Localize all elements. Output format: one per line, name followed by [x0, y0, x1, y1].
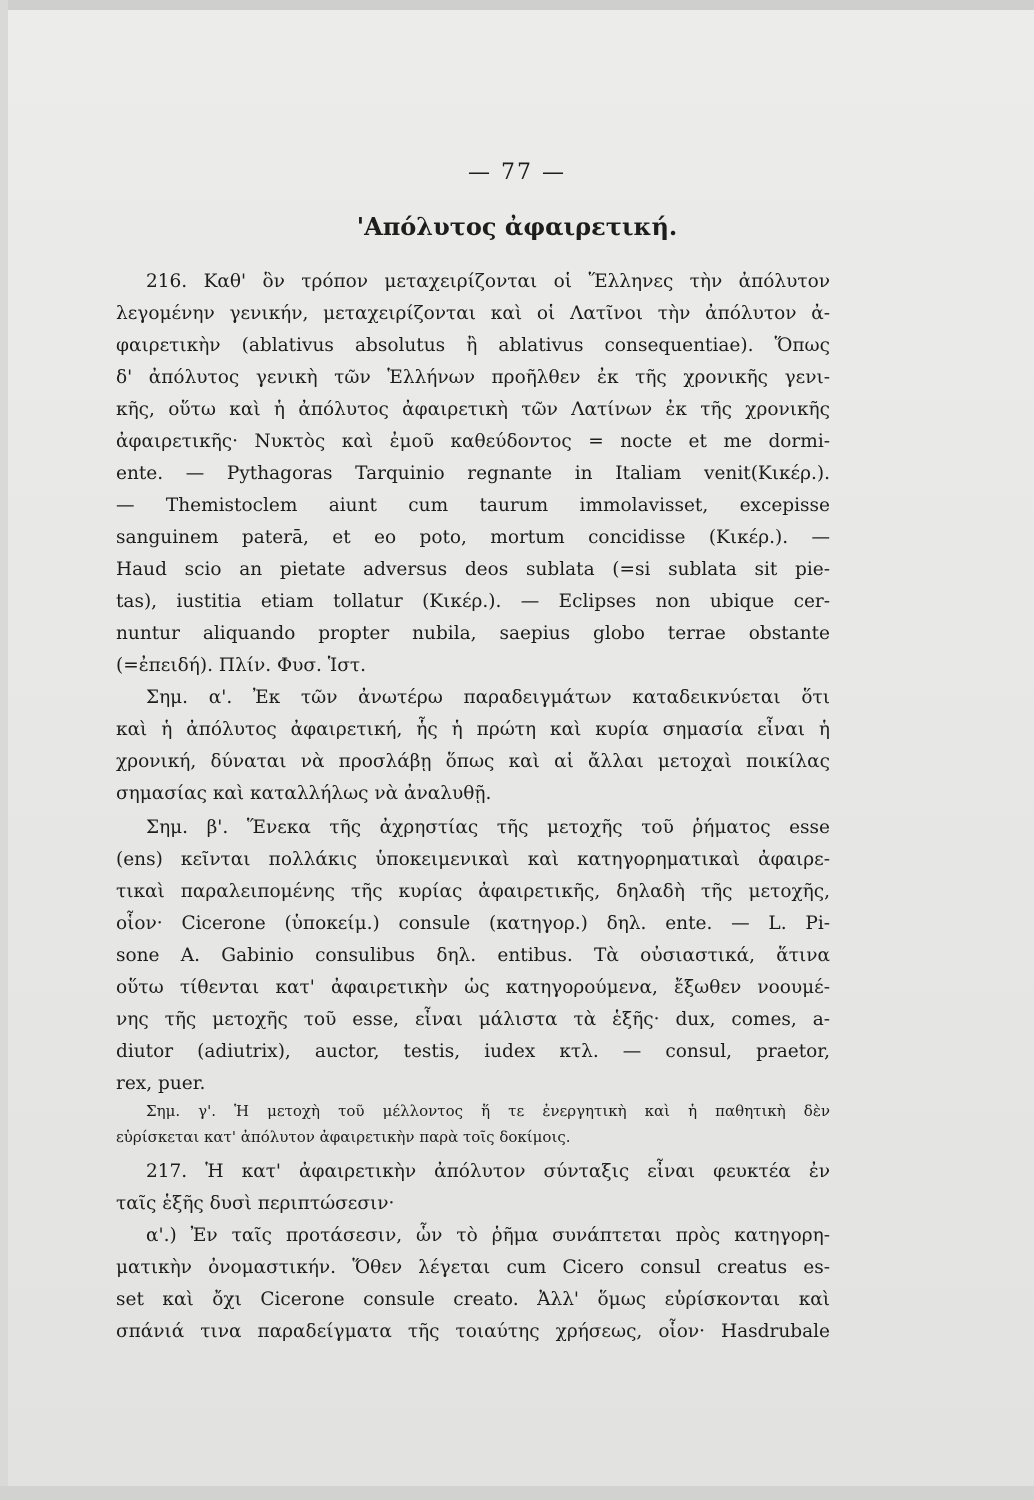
note-line: Σημ. β'. Ἕνεκα τῆς ἀχρηστίας τῆς μετοχῆς τοῦ ῥήματος esse: [146, 817, 830, 838]
text-line: σπάνιά τινα παραδείγματα τῆς τοιαύτης χρήσεως, οἷον· Hasdrubale: [116, 1321, 830, 1342]
note-line: sone A. Gabinio consulibus δηλ. entibus. Τὰ οὐσιαστικά, ἅτινα: [116, 945, 830, 966]
text-line: tas), iustitia etiam tollatur (Κικέρ.). — Eclipses non ubique cer-: [116, 591, 830, 612]
text-line: — Themistoclem aiunt cum taurum immolavisset, excepisse: [116, 495, 830, 516]
note-line: Σημ. α'. Ἐκ τῶν ἀνωτέρω παραδειγμάτων καταδεικνύεται ὅτι: [146, 687, 830, 708]
text-line: ταῖς ἑξῆς δυσὶ περιπτώσεσιν·: [116, 1193, 395, 1214]
text-line: λεγομένην γενικήν, μεταχειρίζονται καὶ οἱ Λατῖνοι τὴν ἀπόλυτον ἀ-: [116, 303, 830, 324]
note-line: καὶ ἡ ἀπόλυτος ἀφαιρετική, ἧς ἡ πρώτη καὶ κυρία σημασία εἶναι ἡ: [116, 719, 830, 740]
text-line: (=ἐπειδή). Πλίν. Φυσ. Ἱστ.: [116, 655, 366, 676]
note-line: οἷον· Cicerone (ὑποκείμ.) consule (κατηγορ.) δηλ. ente. — L. Pi-: [116, 913, 830, 934]
note-line: (ens) κεῖνται πολλάκις ὑποκειμενικαὶ καὶ κατηγορηματικαὶ ἀφαιρε-: [116, 849, 830, 870]
note-line: τικαὶ παραλειπομένης τῆς κυρίας ἀφαιρετικῆς, δηλαδὴ τῆς μετοχῆς,: [116, 881, 830, 902]
note-line: χρονική, δύναται νὰ προσλάβῃ ὅπως καὶ αἱ ἄλλαι μετοχαὶ ποικίλας: [116, 751, 830, 772]
text-line: ἀφαιρετικῆς· Νυκτὸς καὶ ἐμοῦ καθεύδοντος = nocte et me dormi-: [116, 431, 830, 452]
text-line: ente. — Pythagoras Tarquinio regnante in Italiam venit(Κικέρ.).: [116, 463, 830, 484]
section-heading: 'Απόλυτος ἀφαιρετική.: [356, 212, 678, 241]
note-line: rex, puer.: [116, 1073, 206, 1094]
text-line: ματικὴν ὀνομαστικήν. Ὅθεν λέγεται cum Cicero consul creatus es-: [116, 1257, 830, 1278]
text-line: nuntur aliquando propter nubila, saepius globo terrae obstante: [116, 623, 830, 644]
small-note-line: εὑρίσκεται κατ' ἀπόλυτον ἀφαιρετικὴν παρὰ τοῖς δοκίμοις.: [116, 1128, 571, 1146]
text-line: sanguinem paterā, et eo poto, mortum concidisse (Κικέρ.). —: [116, 527, 830, 548]
note-line: diutor (adiutrix), auctor, testis, iudex κτλ. — consul, praetor,: [116, 1041, 830, 1062]
page-number: — 77 —: [468, 160, 566, 185]
note-line: νης τῆς μετοχῆς τοῦ esse, εἶναι μάλιστα τὰ ἑξῆς· dux, comes, a-: [116, 1009, 830, 1030]
text-line: α'.) Ἐν ταῖς προτάσεσιν, ὧν τὸ ῥῆμα συνάπτεται πρὸς κατηγορη-: [146, 1225, 830, 1246]
scan-top-edge: [0, 0, 1034, 10]
note-line: οὕτω τίθενται κατ' ἀφαιρετικὴν ὡς κατηγορούμενα, ἔξωθεν νοουμέ-: [116, 977, 830, 998]
text-line: 217. Ἡ κατ' ἀφαιρετικὴν ἀπόλυτον σύνταξις εἶναι φευκτέα ἐν: [146, 1161, 830, 1182]
text-line: φαιρετικὴν (ablativus absolutus ἢ ablativus consequentiae). Ὅπως: [116, 335, 830, 356]
scan-bottom-edge: [0, 1486, 1034, 1500]
small-note-line: Σημ. γ'. Ἡ μετοχὴ τοῦ μέλλοντος ἥ τε ἐνεργητικὴ καὶ ἡ παθητικὴ δὲν: [146, 1102, 830, 1120]
text-line: 216. Καθ' ὃν τρόπον μεταχειρίζονται οἱ Ἕλληνες τὴν ἀπόλυτον: [146, 271, 830, 292]
text-line: set καὶ ὄχι Cicerone consule creato. Ἀλλ' ὅμως εὑρίσκονται καὶ: [116, 1289, 830, 1310]
text-line: κῆς, οὕτω καὶ ἡ ἀπόλυτος ἀφαιρετικὴ τῶν Λατίνων ἐκ τῆς χρονικῆς: [116, 399, 830, 420]
text-line: δ' ἀπόλυτος γενικὴ τῶν Ἑλλήνων προῆλθεν ἐκ τῆς χρονικῆς γενι-: [116, 367, 830, 388]
note-line: σημασίας καὶ καταλλήλως νὰ ἀναλυθῇ.: [116, 783, 492, 804]
text-line: Haud scio an pietate adversus deos sublata (=si sublata sit pie-: [116, 559, 830, 580]
